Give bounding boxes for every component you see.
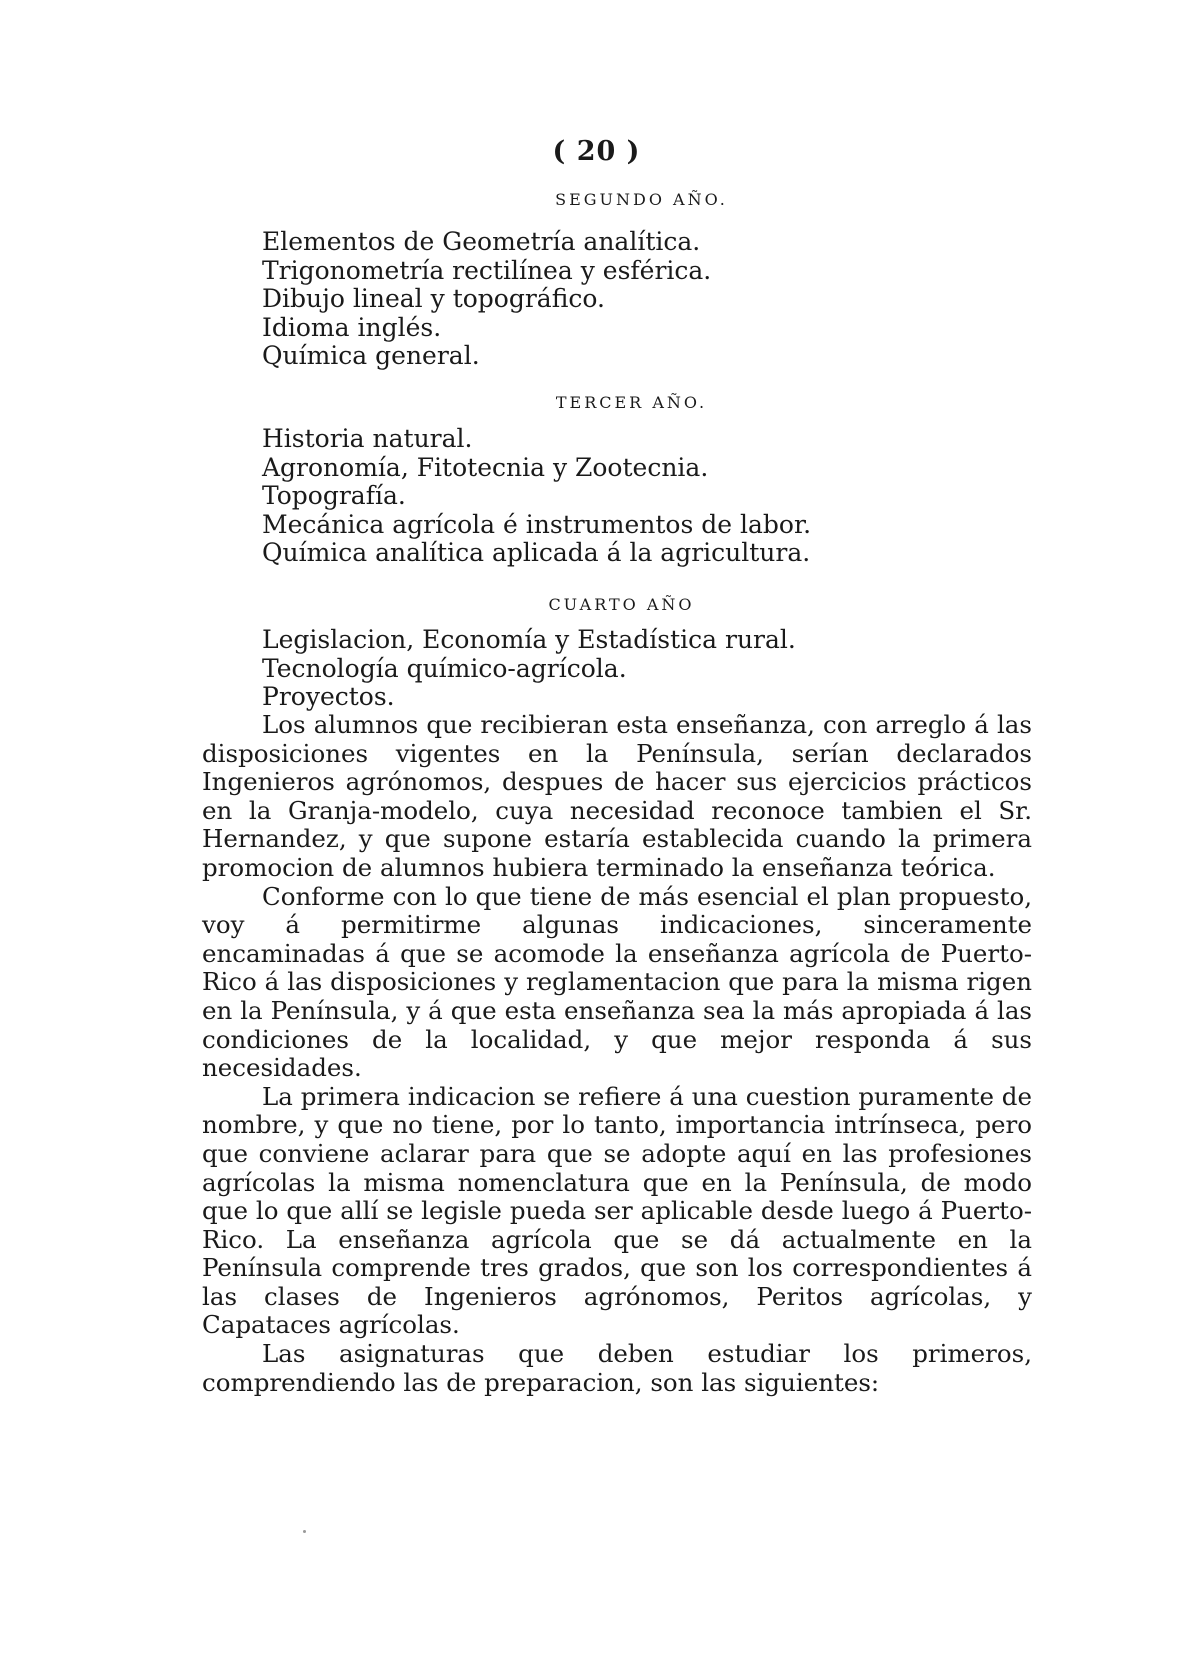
subject-item: Dibujo lineal y topográfico. (262, 284, 605, 313)
paragraph: Conforme con lo que tiene de más esencial el plan propuesto, voy á permitirme algunas indicaciones, sinceramente encaminadas á que se acomode la enseñanza agrícola de Puerto-Rico á las disposiciones y reglamentacion que para la misma rigen en la Península, y á que esta enseñanza sea la más apropiada á las condiciones de la localidad, y que mejor responda á sus necesidades. (202, 881, 1032, 1083)
section-heading-tercer: TERCER AÑO. (555, 393, 708, 412)
subject-list-cuarto (262, 626, 796, 712)
subject-item: Química analítica aplicada á la agricultura. (262, 538, 811, 567)
body-text (202, 711, 1032, 1397)
subject-item: Idioma inglés. (262, 312, 442, 342)
subject-list-segundo (262, 228, 711, 371)
section-heading-segundo: SEGUNDO AÑO. (555, 190, 728, 209)
paragraph: Los alumnos que recibieran esta enseñanza, con arreglo á las disposiciones vigentes en la Península, serían declarados Ingenieros agrónomos, despues de hacer sus ejercicios prácticos en la Granja-modelo, cuya necesidad reconoce tambien el Sr. Hernandez, y que supone estaría establecida cuando la primera promocion de alumnos hubiera terminado la enseñanza teórica. (202, 710, 1032, 882)
section-heading-cuarto: CUARTO AÑO (548, 595, 695, 614)
subject-item: Elementos de Geometría analítica. (262, 227, 701, 256)
subject-item: Historia natural. (262, 424, 473, 453)
subject-item: Química general. (262, 341, 480, 370)
subject-item: Tecnología químico-agrícola. (262, 653, 627, 683)
page-number: ( 20 ) (552, 136, 641, 167)
subject-list-tercer (262, 425, 811, 568)
subject-item: Trigonometría rectilínea y esférica. (262, 255, 712, 285)
paragraph: Las asignaturas que deben estudiar los primeros, comprendiendo las de preparacion, son las siguientes: (202, 1339, 1032, 1397)
subject-item: Topografía. (262, 481, 406, 510)
paragraph: La primera indicacion se refiere á una cuestion puramente de nombre, y que no tiene, por lo tanto, importancia intrínseca, pero que conviene aclarar para que se adopte aquí en las profesiones agrícolas la misma nomenclatura que en la Península, de modo que lo que allí se legisle pueda ser aplicable desde luego á Puerto-Rico. La enseñanza agrícola que se dá actualmente en la Península comprende tres grados, que son los correspondientes á las clases de Ingenieros agrónomos, Peritos agrícolas, y Capataces agrícolas. (202, 1081, 1032, 1340)
subject-item: Agronomía, Fitotecnia y Zootecnia. (262, 452, 709, 482)
subject-item: Proyectos. (262, 682, 395, 711)
subject-item: Legislacion, Economía y Estadística rural. (262, 625, 796, 654)
print-speck (303, 1530, 306, 1533)
subject-item: Mecánica agrícola é instrumentos de labor. (262, 509, 812, 539)
